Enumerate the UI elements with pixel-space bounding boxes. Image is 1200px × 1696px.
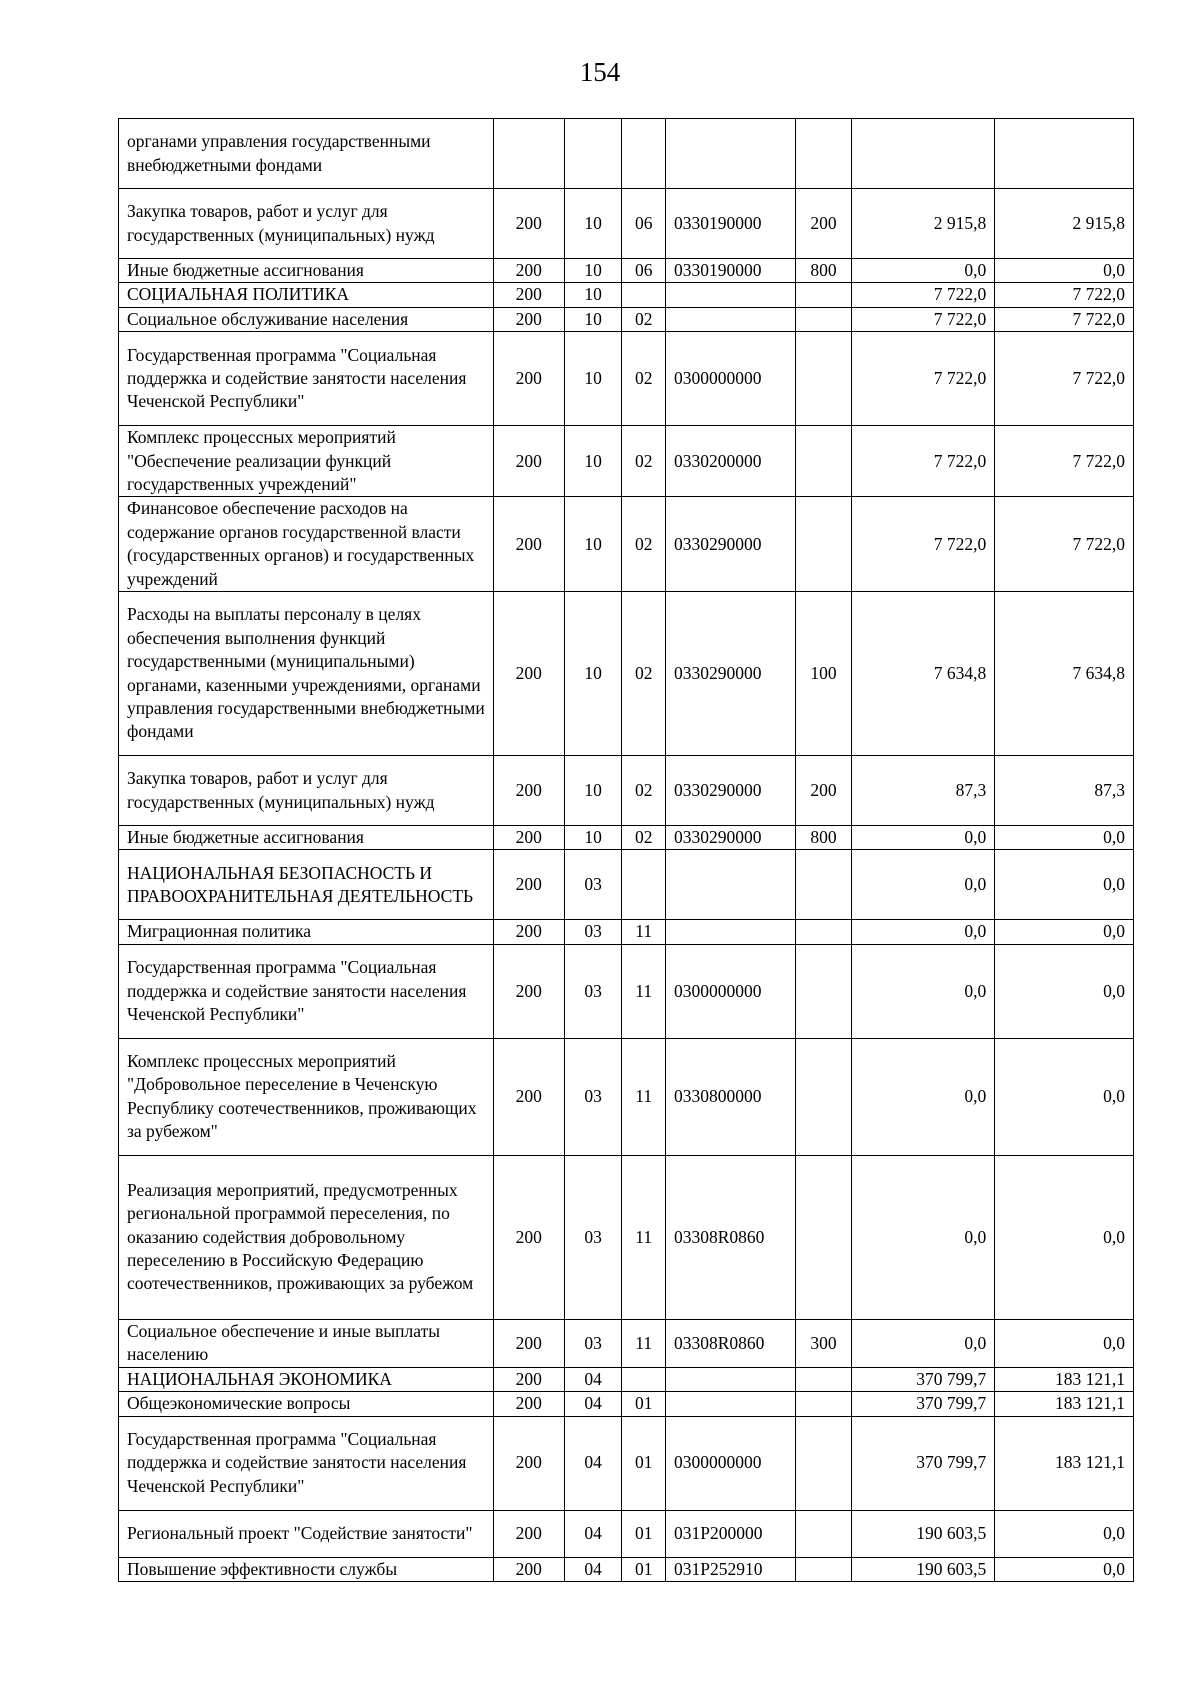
page-number: 154 [579,57,621,87]
cell-v2: 0,0 [995,1155,1134,1319]
cell-v2: 0,0 [995,1319,1134,1367]
cell-c3 [622,283,666,307]
table-row [119,850,1134,920]
cell-v1: 0,0 [852,1038,995,1155]
cell-c4 [665,850,795,920]
table-row [119,1557,1134,1581]
cell-v1: 370 799,7 [852,1416,995,1510]
cell-c4 [665,1367,795,1391]
cell-c2 [564,119,622,189]
cell-v1: 0,0 [852,944,995,1038]
cell-v2: 7 634,8 [995,592,1134,756]
cell-name: Социальное обеспечение и иные выплаты населению [119,1319,494,1367]
table-row [119,1510,1134,1557]
table-row [119,497,1134,592]
cell-c1: 200 [493,1392,564,1416]
cell-c4: 0330190000 [665,189,795,259]
cell-c5: 800 [795,826,852,850]
cell-name: Финансовое обеспечение расходов на содержание органов государственной власти (государственных органов) и государственных учреждений [119,497,494,592]
cell-c4 [665,119,795,189]
cell-c5 [795,1155,852,1319]
cell-v2: 0,0 [995,850,1134,920]
cell-v1 [852,119,995,189]
cell-c3 [622,1367,666,1391]
cell-c2: 03 [564,944,622,1038]
cell-c4: 0330290000 [665,826,795,850]
cell-v1: 7 722,0 [852,426,995,497]
cell-c5 [795,1392,852,1416]
cell-c4 [665,307,795,331]
cell-c5 [795,119,852,189]
table-row [119,1392,1134,1416]
cell-c5 [795,332,852,426]
cell-c4 [665,283,795,307]
cell-c2: 04 [564,1367,622,1391]
cell-c3: 11 [622,1038,666,1155]
cell-v1: 0,0 [852,920,995,944]
cell-c1 [493,119,564,189]
cell-v1: 190 603,5 [852,1557,995,1581]
table-row [119,1155,1134,1319]
cell-c5 [795,920,852,944]
cell-c1: 200 [493,332,564,426]
cell-v2: 183 121,1 [995,1392,1134,1416]
cell-v1: 370 799,7 [852,1367,995,1391]
cell-c4: 03308R0860 [665,1319,795,1367]
cell-v2: 183 121,1 [995,1416,1134,1510]
cell-c1: 200 [493,1367,564,1391]
cell-c1: 200 [493,426,564,497]
cell-c2: 03 [564,920,622,944]
cell-c4: 0330800000 [665,1038,795,1155]
cell-v2: 0,0 [995,1557,1134,1581]
cell-c4: 0330290000 [665,592,795,756]
cell-c3 [622,119,666,189]
cell-c5 [795,944,852,1038]
cell-c5 [795,1416,852,1510]
cell-c1: 200 [493,944,564,1038]
cell-c3: 01 [622,1416,666,1510]
cell-c5 [795,426,852,497]
cell-c5 [795,1038,852,1155]
cell-name: Комплекс процессных мероприятий "Обеспечение реализации функций государственных учреждений" [119,426,494,497]
cell-v2: 0,0 [995,826,1134,850]
cell-name: Закупка товаров, работ и услуг для государственных (муниципальных) нужд [119,189,494,259]
cell-c3: 11 [622,1155,666,1319]
cell-v2: 0,0 [995,259,1134,283]
table-row [119,944,1134,1038]
cell-c1: 200 [493,1319,564,1367]
cell-c4: 031P200000 [665,1510,795,1557]
table-row [119,1367,1134,1391]
cell-c2: 03 [564,1319,622,1367]
cell-c5 [795,1510,852,1557]
table-row [119,283,1134,307]
table-row [119,1319,1134,1367]
cell-c2: 04 [564,1510,622,1557]
cell-v1: 2 915,8 [852,189,995,259]
cell-c2: 10 [564,259,622,283]
cell-c3: 02 [622,426,666,497]
cell-c1: 200 [493,826,564,850]
cell-v1: 7 722,0 [852,332,995,426]
cell-c4 [665,920,795,944]
cell-name: Социальное обслуживание населения [119,307,494,331]
cell-c4: 0300000000 [665,944,795,1038]
cell-c1: 200 [493,920,564,944]
cell-v1: 7 722,0 [852,497,995,592]
cell-v2: 7 722,0 [995,307,1134,331]
cell-c5: 200 [795,189,852,259]
cell-c2: 04 [564,1416,622,1510]
cell-c3: 02 [622,307,666,331]
cell-name: Иные бюджетные ассигнования [119,259,494,283]
table-row [119,826,1134,850]
cell-c2: 10 [564,756,622,826]
table-row [119,259,1134,283]
cell-c3: 01 [622,1510,666,1557]
cell-v1: 0,0 [852,850,995,920]
table-row [119,307,1134,331]
cell-v2: 2 915,8 [995,189,1134,259]
cell-v1: 87,3 [852,756,995,826]
cell-c5: 800 [795,259,852,283]
cell-name: Государственная программа "Социальная поддержка и содействие занятости населения Чеченской Республики" [119,332,494,426]
table-body [119,119,1134,1582]
cell-c4: 031P252910 [665,1557,795,1581]
cell-c1: 200 [493,189,564,259]
table-row [119,1038,1134,1155]
cell-v1: 370 799,7 [852,1392,995,1416]
cell-c3: 02 [622,756,666,826]
cell-c4: 0330190000 [665,259,795,283]
cell-c3: 11 [622,1319,666,1367]
cell-c2: 04 [564,1557,622,1581]
cell-c1: 200 [493,259,564,283]
cell-c3: 06 [622,259,666,283]
cell-c5 [795,497,852,592]
cell-v2: 0,0 [995,944,1134,1038]
cell-name: НАЦИОНАЛЬНАЯ БЕЗОПАСНОСТЬ И ПРАВООХРАНИТЕЛЬНАЯ ДЕЯТЕЛЬНОСТЬ [119,850,494,920]
cell-name: НАЦИОНАЛЬНАЯ ЭКОНОМИКА [119,1367,494,1391]
cell-c4 [665,1392,795,1416]
cell-c5 [795,307,852,331]
cell-c5 [795,1367,852,1391]
cell-c5 [795,850,852,920]
cell-c5 [795,283,852,307]
cell-c3: 01 [622,1557,666,1581]
cell-c1: 200 [493,283,564,307]
cell-c1: 200 [493,1510,564,1557]
cell-c2: 10 [564,189,622,259]
cell-v2: 7 722,0 [995,497,1134,592]
cell-c4: 0330200000 [665,426,795,497]
table-row [119,189,1134,259]
budget-table [118,118,1134,1582]
cell-c5: 100 [795,592,852,756]
cell-c2: 10 [564,826,622,850]
cell-v2: 183 121,1 [995,1367,1134,1391]
table-row [119,119,1134,189]
cell-c1: 200 [493,756,564,826]
cell-c2: 03 [564,850,622,920]
cell-c1: 200 [493,1155,564,1319]
cell-v2: 0,0 [995,1038,1134,1155]
cell-name: СОЦИАЛЬНАЯ ПОЛИТИКА [119,283,494,307]
cell-c3: 02 [622,332,666,426]
cell-v1: 0,0 [852,1155,995,1319]
cell-v2: 0,0 [995,1510,1134,1557]
cell-c1: 200 [493,1416,564,1510]
cell-v2 [995,119,1134,189]
cell-c1: 200 [493,850,564,920]
cell-c1: 200 [493,1038,564,1155]
cell-v2: 7 722,0 [995,283,1134,307]
cell-c5: 300 [795,1319,852,1367]
table-row [119,756,1134,826]
cell-name: Государственная программа "Социальная поддержка и содействие занятости населения Чеченской Республики" [119,1416,494,1510]
cell-c3 [622,850,666,920]
cell-c1: 200 [493,307,564,331]
cell-c5: 200 [795,756,852,826]
cell-name: Закупка товаров, работ и услуг для государственных (муниципальных) нужд [119,756,494,826]
cell-v1: 0,0 [852,826,995,850]
cell-v1: 7 722,0 [852,307,995,331]
cell-name: Иные бюджетные ассигнования [119,826,494,850]
cell-c3: 01 [622,1392,666,1416]
cell-c4: 0300000000 [665,1416,795,1510]
cell-name: Расходы на выплаты персоналу в целях обеспечения выполнения функций государственными (муниципальными) органами, казенными учреждениями, органами управления государственными внебюджетными фондами [119,592,494,756]
cell-c3: 02 [622,497,666,592]
cell-c1: 200 [493,592,564,756]
cell-name: Повышение эффективности службы [119,1557,494,1581]
cell-c2: 10 [564,497,622,592]
cell-c1: 200 [493,1557,564,1581]
cell-name: Реализация мероприятий, предусмотренных региональной программой переселения, по оказанию содействия добровольному переселению в Российскую Федерацию соотечественников, проживающих за рубежом [119,1155,494,1319]
cell-v2: 0,0 [995,920,1134,944]
cell-c3: 02 [622,826,666,850]
cell-c2: 10 [564,283,622,307]
cell-c2: 03 [564,1155,622,1319]
cell-name: Комплекс процессных мероприятий "Добровольное переселение в Чеченскую Республику соотечественников, проживающих за рубежом" [119,1038,494,1155]
cell-c2: 10 [564,592,622,756]
cell-name: органами управления государственными внебюджетными фондами [119,119,494,189]
cell-c3: 06 [622,189,666,259]
cell-c2: 04 [564,1392,622,1416]
cell-c2: 10 [564,426,622,497]
cell-c3: 11 [622,944,666,1038]
cell-name: Общеэкономические вопросы [119,1392,494,1416]
cell-v2: 7 722,0 [995,332,1134,426]
cell-c2: 10 [564,332,622,426]
cell-c3: 02 [622,592,666,756]
table-row [119,592,1134,756]
cell-v1: 0,0 [852,1319,995,1367]
cell-v2: 87,3 [995,756,1134,826]
cell-c2: 10 [564,307,622,331]
cell-c4: 0330290000 [665,756,795,826]
cell-c1: 200 [493,497,564,592]
cell-c4: 0330290000 [665,497,795,592]
cell-name: Миграционная политика [119,920,494,944]
cell-c4: 0300000000 [665,332,795,426]
cell-c4: 03308R0860 [665,1155,795,1319]
cell-v1: 7 634,8 [852,592,995,756]
table-row [119,332,1134,426]
cell-c2: 03 [564,1038,622,1155]
cell-v1: 0,0 [852,259,995,283]
cell-v2: 7 722,0 [995,426,1134,497]
cell-c5 [795,1557,852,1581]
cell-v1: 7 722,0 [852,283,995,307]
cell-name: Государственная программа "Социальная поддержка и содействие занятости населения Чеченской Республики" [119,944,494,1038]
table-row [119,1416,1134,1510]
cell-c3: 11 [622,920,666,944]
table-row [119,920,1134,944]
table-row [119,426,1134,497]
cell-name: Региональный проект "Содействие занятости" [119,1510,494,1557]
cell-v1: 190 603,5 [852,1510,995,1557]
